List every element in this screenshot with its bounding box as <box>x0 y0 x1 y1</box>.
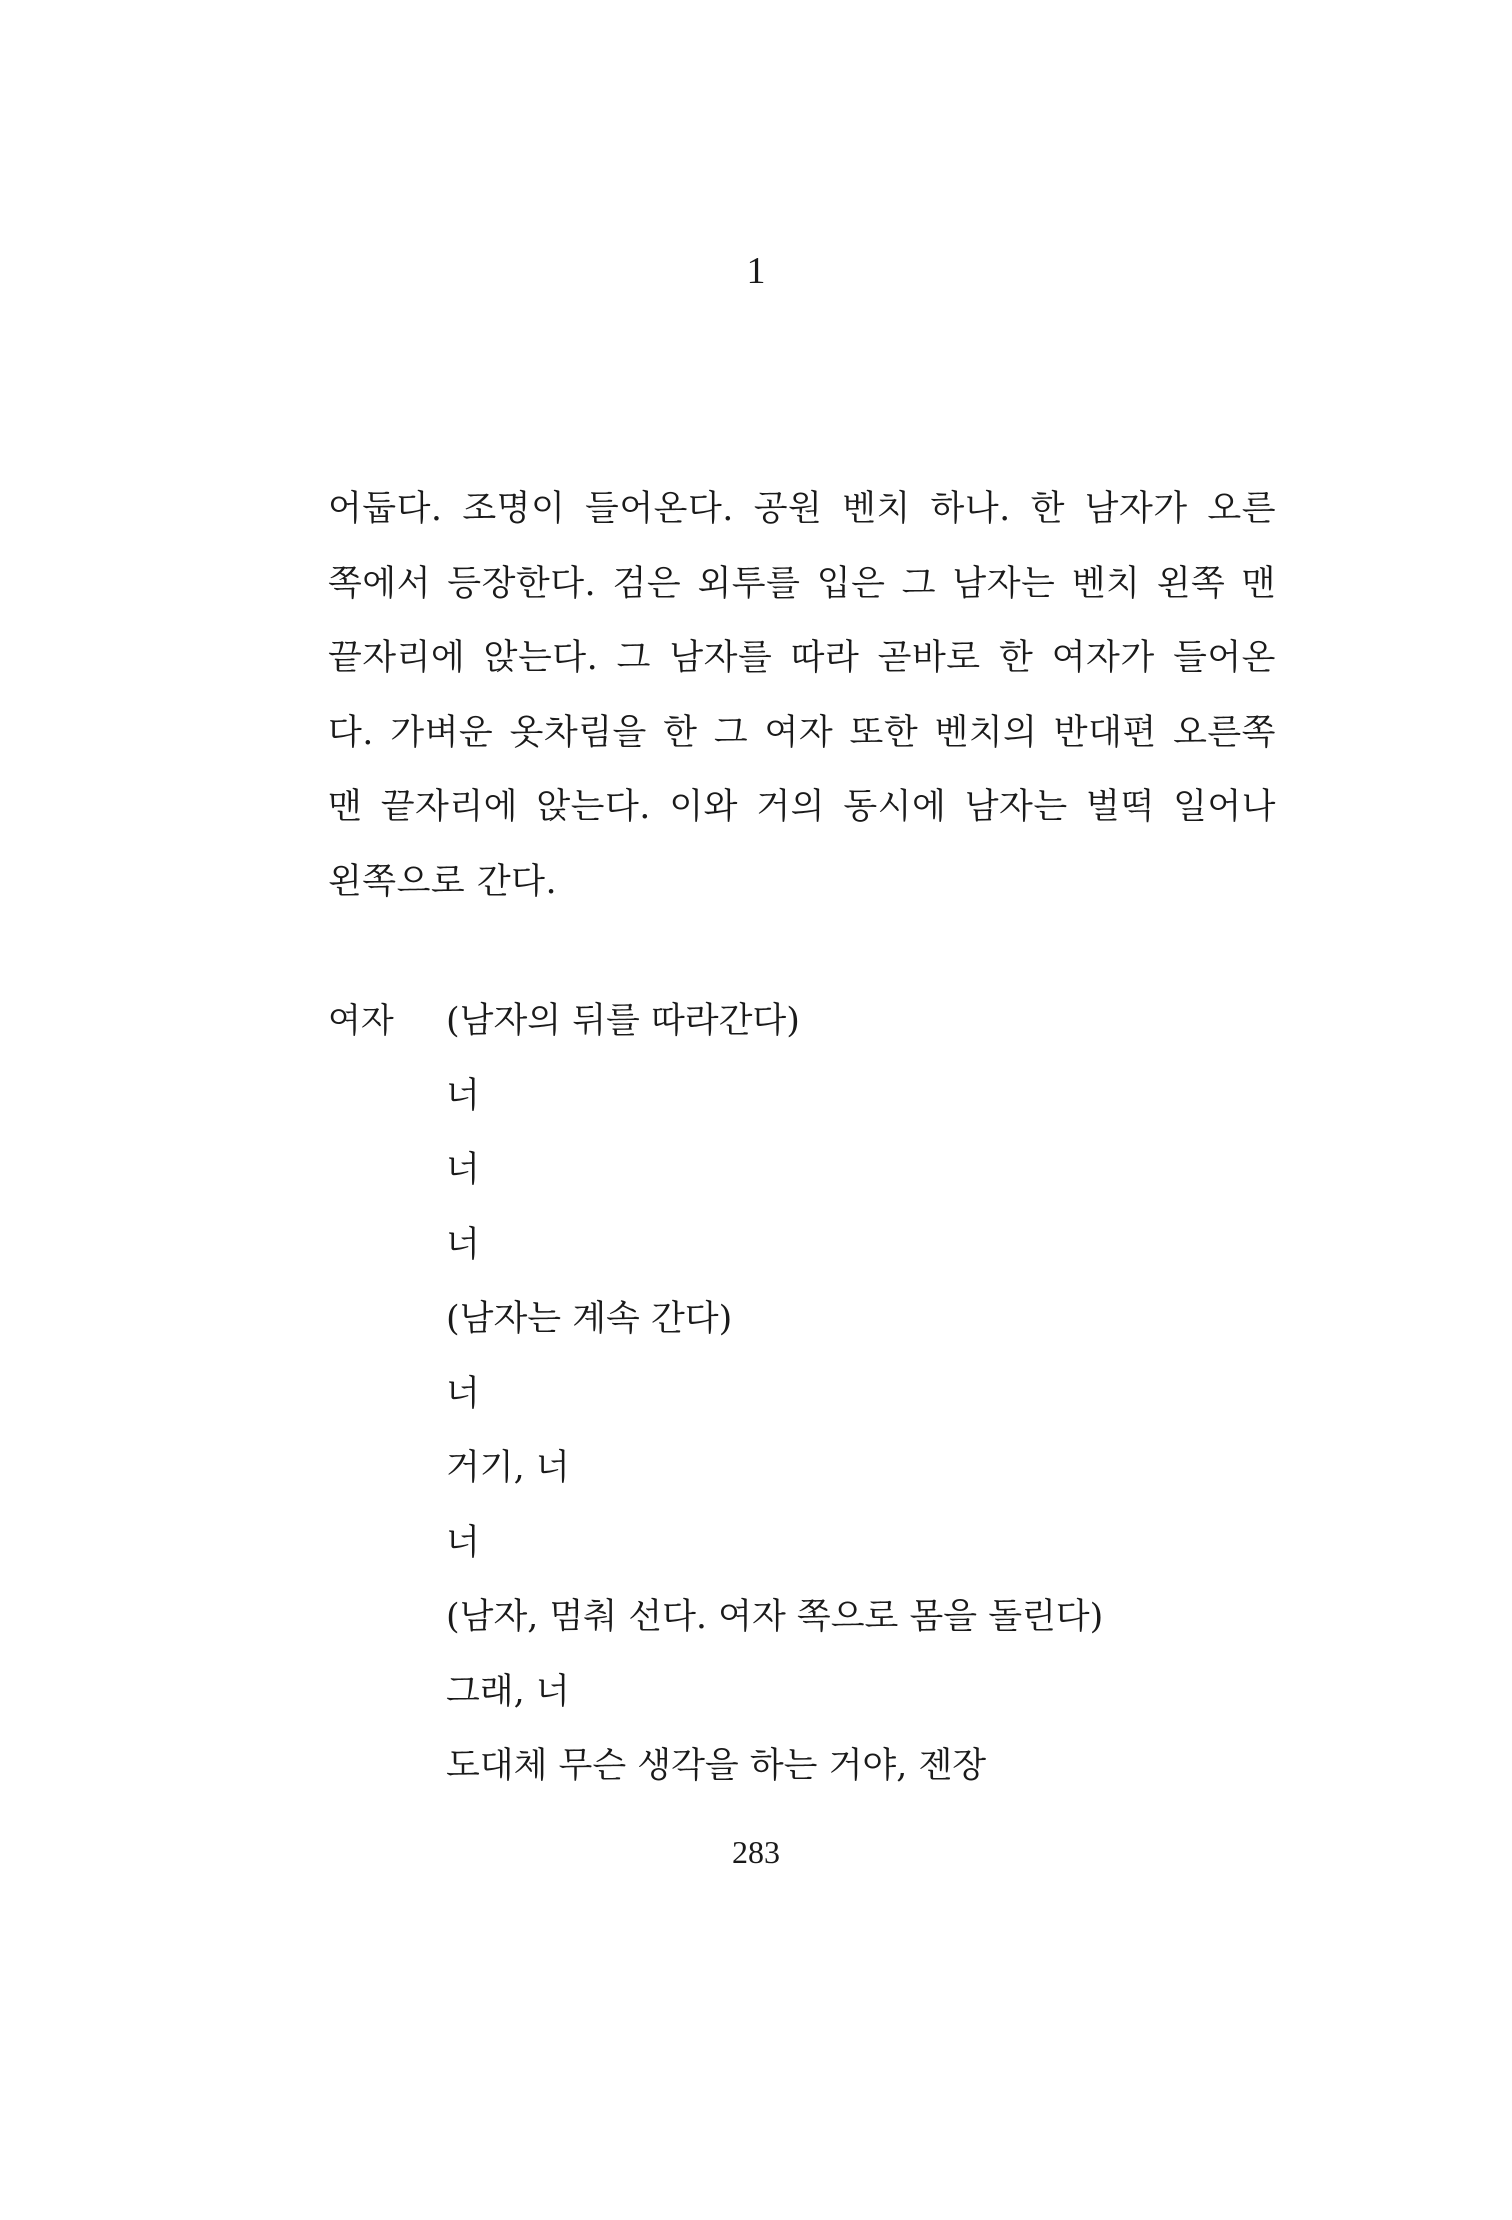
speaker-name: 여자 <box>328 1001 394 1041</box>
dialogue-line: 거기, 너 <box>446 1448 570 1488</box>
stage-direction-line: 맨 끝자리에 앉는다. 이와 거의 동시에 남자는 벌떡 일어나 <box>328 787 1276 827</box>
dialogue-line: 너 <box>446 1150 480 1190</box>
speech <box>446 984 1286 1804</box>
dialogue-line: 너 <box>446 1373 480 1414</box>
dialogue-line: (남자, 멈춰 선다. 여자 쪽으로 몸을 돌린다) <box>446 1597 1104 1637</box>
stage-direction-line: 끝자리에 앉는다. 그 남자를 따라 곧바로 한 여자가 들어온 <box>328 638 1276 678</box>
stage-direction-line: 다. 가벼운 옷차림을 한 그 여자 또한 벤치의 반대편 오른쪽 <box>328 712 1276 753</box>
stage-direction-line: 쪽에서 등장한다. 검은 외투를 입은 그 남자는 벤치 왼쪽 맨 <box>328 563 1276 604</box>
dialogue-line: 그래, 너 <box>446 1671 570 1712</box>
stage-direction <box>328 472 1276 919</box>
scene-number: 1 <box>746 250 766 292</box>
stage-direction-line: 어둡다. 조명이 들어온다. 공원 벤치 하나. 한 남자가 오른 <box>328 489 1276 529</box>
dialogue-line: 너 <box>446 1075 480 1116</box>
dialogue-line: (남자의 뒤를 따라간다) <box>446 1001 800 1041</box>
dialogue-line: 너 <box>446 1224 480 1265</box>
dialogue-line: (남자는 계속 간다) <box>446 1299 733 1339</box>
stage-direction-line: 왼쪽으로 간다. <box>328 861 558 902</box>
dialogue-line: 도대체 무슨 생각을 하는 거야, 젠장 <box>446 1746 987 1786</box>
page-number: 283 <box>732 1834 780 1870</box>
dialogue-line: 너 <box>446 1522 480 1563</box>
